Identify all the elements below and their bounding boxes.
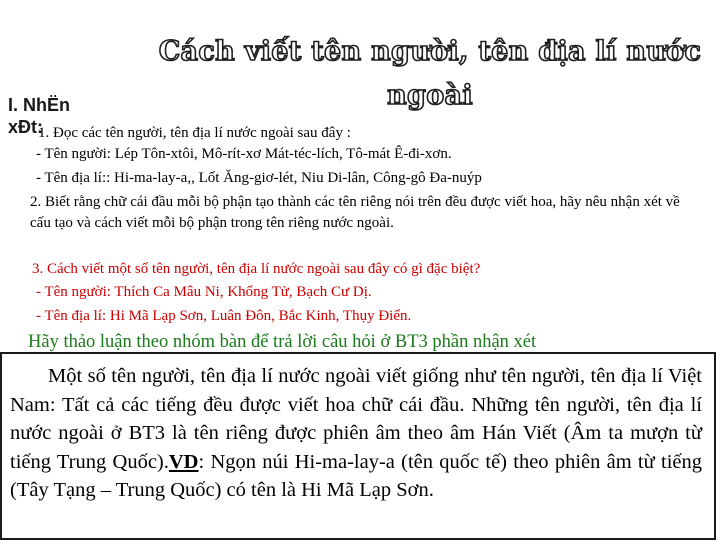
item-1-place-names: - Tên địa lí:: Hi-ma-lay-a,, Lốt Ăng-giơ-lét, Niu Di-lân, Công-gô Đa-nuýp <box>36 170 482 186</box>
section-label: I. NhËn xÐt: <box>8 95 70 137</box>
item-2-instruction: 2. Biết rằng chữ cái đầu mỗi bộ phận tạo thành các tên riêng nói trên đều được viết hoa, hãy nêu nhận xét về cấu tạo và cách viết mỗi bộ phận trong tên riêng nước ngoài. <box>30 194 680 231</box>
slide-title: Cách viết tên người, tên địa lí nước ngoài <box>158 36 702 111</box>
item-3-place-names: - Tên địa lí: Hi Mã Lạp Sơn, Luân Đôn, Bắc Kinh, Thụy Điển. <box>36 308 412 324</box>
answer-box <box>0 352 716 540</box>
item-1-instruction: 1. Đọc các tên người, tên địa lí nước ngoài sau đây : <box>38 125 351 141</box>
answer-example: : Ngọn núi Hi-ma-lay-a (tên quốc tế) theo phiên âm từ tiếng (Tây Tạng – Trung Quốc) có tên là Hi Mã Lạp Sơn. <box>10 450 702 501</box>
item-3-person-names: - Tên người: Thích Ca Mâu Ni, Khổng Tử, Bạch Cư Dị. <box>36 284 372 300</box>
answer-body: Một số tên người, tên địa lí nước ngoài viết giống như tên người, tên địa lí Việt Nam: Tất cả các tiếng đều được viết hoa chữ cái đầu. Những tên người, tên địa lí nước ngoài ở BT3 là tên riêng được phiên âm theo âm Hán Viết (Âm ta mượn từ tiếng Trung Quốc). <box>10 365 702 473</box>
item-3-instruction: 3. Cách viết một số tên người, tên địa lí nước ngoài sau đây có gì đặc biệt? <box>32 261 481 277</box>
answer-text <box>10 362 702 505</box>
example-label: VD <box>168 450 199 473</box>
discussion-prompt: Hãy thảo luận theo nhóm bàn để trả lời câu hỏi ở BT3 phần nhận xét <box>28 332 537 352</box>
item-1-person-names: - Tên người: Lép Tôn-xtôi, Mô-rít-xơ Mát-téc-lích, Tô-mát Ê-đi-xơn. <box>36 146 452 162</box>
